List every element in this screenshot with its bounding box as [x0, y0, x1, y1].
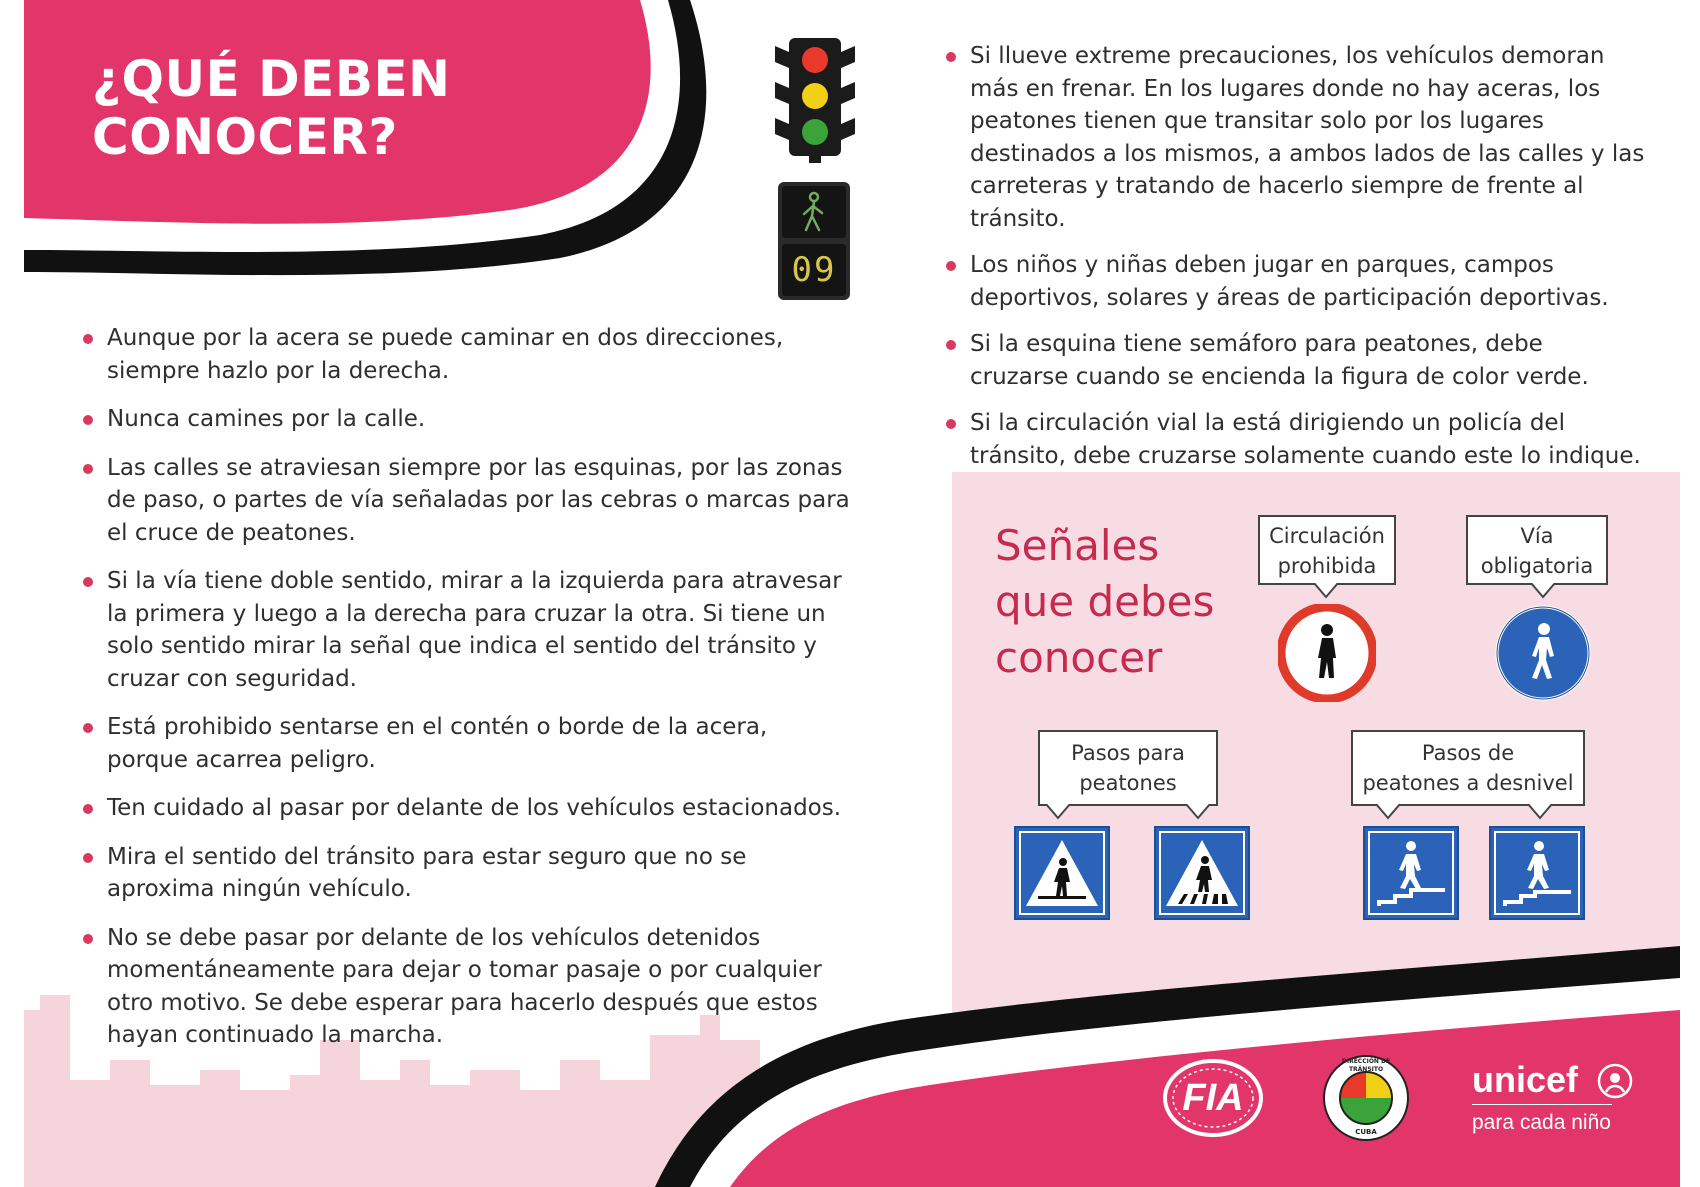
- callout-label: prohibida: [1277, 554, 1377, 578]
- list-item: Si la vía tiene doble sentido, mirar a la izquierda para atravesar la primera y luego a la derecha para cruzar la otra. Si tiene un solo sentido mirar la señal que indica el sentido del tránsito y cruzar con seguridad.: [83, 565, 853, 695]
- callout-pasos-a-desnivel: [1351, 730, 1585, 806]
- fia-logo-text: FIA: [1182, 1077, 1244, 1119]
- callout-pointer: [1528, 804, 1552, 820]
- transito-ring-text: DIRECCIÓN DE TRÁNSITO: [1341, 1058, 1391, 1073]
- signs-title-line-3: conocer: [995, 633, 1163, 682]
- left-bullet-list: [83, 322, 853, 1068]
- crosswalk-sign-icon: [1014, 826, 1110, 920]
- list-item: Si llueve extreme precauciones, los vehículos demoran más en frenar. En los lugares donde no hay aceras, los peatones tienen que transitar solo por los lugares destinados a los mismos, a ambos lados de las calles y las carreteras y tratando de hacerlo siempre de frente al tránsito.: [946, 40, 1646, 235]
- callout-label: peatones a desnivel: [1362, 771, 1574, 795]
- pedestrian-overpass-sign-icon: [1489, 826, 1585, 920]
- countdown-value: 09: [791, 250, 837, 290]
- callout-label: Vía: [1520, 524, 1554, 548]
- list-item: Si la esquina tiene semáforo para peatones, debe cruzarse cuando se encienda la figura de color verde.: [946, 328, 1646, 393]
- callout-pointer: [1376, 804, 1400, 820]
- callout-circulacion-prohibida: [1258, 515, 1396, 585]
- fia-logo: [1162, 1058, 1264, 1138]
- title-line-2: CONOCER?: [92, 108, 398, 166]
- callout-pasos-para-peatones: [1038, 730, 1218, 806]
- list-item: Nunca camines por la calle.: [83, 403, 853, 436]
- signs-title-line-1: Señales: [995, 521, 1160, 570]
- signs-section-title: [995, 518, 1235, 686]
- callout-label: obligatoria: [1480, 554, 1594, 578]
- title-line-1: ¿QUÉ DEBEN: [92, 50, 451, 108]
- unicef-tagline: para cada niño: [1472, 1111, 1611, 1134]
- list-item: Los niños y niñas deben jugar en parques, campos deportivos, solares y áreas de participación deportivas.: [946, 249, 1646, 314]
- pedestrian-path-sign-icon: [1494, 604, 1592, 702]
- callout-via-obligatoria: [1466, 515, 1608, 585]
- callout-label: Pasos para: [1071, 741, 1185, 765]
- list-item: Aunque por la acera se puede caminar en dos direcciones, siempre hazlo por la derecha.: [83, 322, 853, 387]
- right-bullet-list: [946, 40, 1646, 486]
- list-item: Si la circulación vial la está dirigiendo un policía del tránsito, debe cruzarse solamente cuando este lo indique.: [946, 407, 1646, 472]
- page-title: [92, 50, 512, 166]
- signs-title-line-2: que debes: [995, 577, 1215, 626]
- callout-label: Circulación: [1269, 524, 1385, 548]
- list-item: No se debe pasar por delante de los vehículos detenidos momentáneamente para dejar o tomar pasaje o por cualquier otro motivo. Se debe esperar para hacerlo después que estos hayan continuado la marcha.: [83, 922, 853, 1052]
- traffic-light-icon: [775, 38, 855, 163]
- direccion-transito-logo: [1322, 1054, 1410, 1142]
- callout-pointer: [1314, 583, 1338, 599]
- pedestrian-signal: [778, 182, 850, 300]
- unicef-logo: [1472, 1058, 1672, 1148]
- callout-label: Pasos de: [1421, 741, 1515, 765]
- unicef-wordmark: unicef: [1472, 1059, 1579, 1100]
- list-item: Está prohibido sentarse en el contén o borde de la acera, porque acarrea peligro.: [83, 711, 853, 776]
- callout-pointer: [1046, 804, 1070, 820]
- pedestrian-walk-icon: [782, 186, 846, 238]
- list-item: Mira el sentido del tránsito para estar seguro que no se aproxima ningún vehículo.: [83, 841, 853, 906]
- callout-pointer: [1531, 583, 1555, 599]
- transito-country-text: CUBA: [1355, 1128, 1377, 1136]
- no-pedestrians-sign-icon: [1278, 604, 1376, 702]
- list-item: Las calles se atraviesan siempre por las esquinas, por las zonas de paso, o partes de vía señaladas por las cebras o marcas para el cruce de peatones.: [83, 452, 853, 550]
- list-item: Ten cuidado al pasar por delante de los vehículos estacionados.: [83, 792, 853, 825]
- crosswalk-zebra-sign-icon: [1154, 826, 1250, 920]
- unicef-globe-icon: [1596, 1062, 1634, 1100]
- countdown-display: [782, 244, 846, 296]
- callout-pointer: [1186, 804, 1210, 820]
- callout-label: peatones: [1079, 771, 1177, 795]
- pedestrian-underpass-sign-icon: [1363, 826, 1459, 920]
